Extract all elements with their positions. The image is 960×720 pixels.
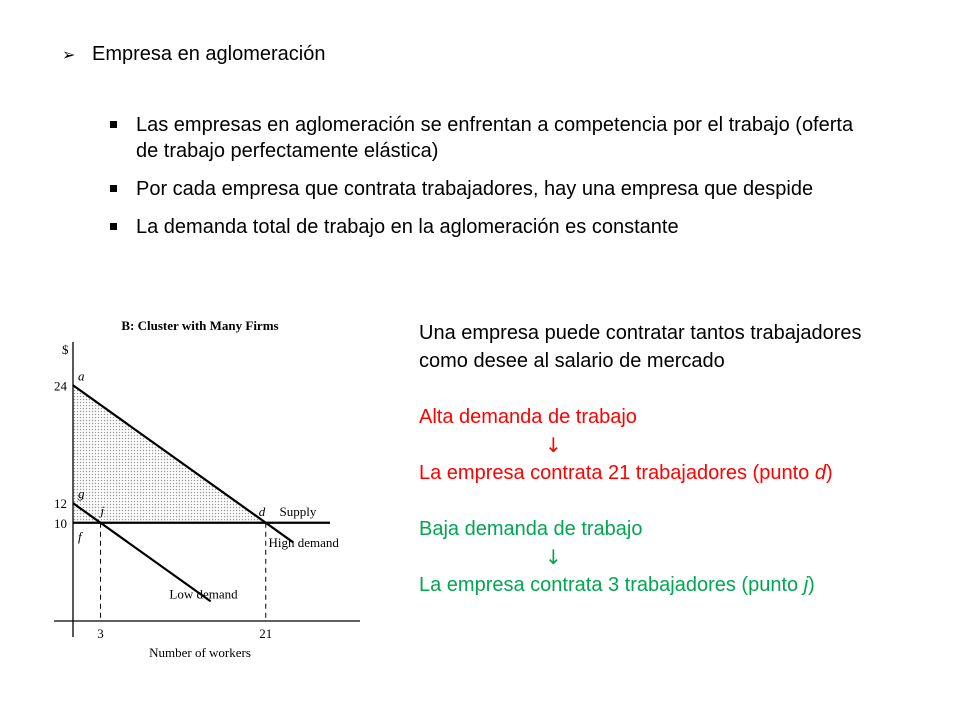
chart-title: B: Cluster with Many Firms xyxy=(121,318,279,333)
low-demand-title: Baja demanda de trabajo xyxy=(419,518,643,540)
square-bullet-icon xyxy=(110,121,117,128)
y-tick-label: 24 xyxy=(54,378,67,394)
down-arrow-icon: ↓ xyxy=(545,545,562,569)
point-j-label: j xyxy=(803,574,809,596)
bullet-text: La demanda total de trabajo en la aglomeración es constante xyxy=(136,216,679,238)
high-demand-title: Alta demanda de trabajo xyxy=(419,406,637,428)
heading-text: Empresa en aglomeración xyxy=(92,43,326,65)
explanation-panel xyxy=(419,319,959,599)
bullet-list xyxy=(108,112,868,252)
labor-market-chart xyxy=(40,308,370,668)
x-axis-label: Number of workers xyxy=(149,645,251,660)
low-demand-label: Low demand xyxy=(169,586,238,602)
high-demand-label: High demand xyxy=(268,534,339,550)
supply-label: Supply xyxy=(279,503,317,519)
point-d-label: d xyxy=(258,503,266,519)
high-demand-result: La empresa contrata 21 trabajadores (punto d) xyxy=(419,462,833,484)
intro-line-2: como desee al salario de mercado xyxy=(419,350,725,372)
point-j-label: j xyxy=(100,502,105,518)
point-a-label: a xyxy=(78,368,85,384)
bullet-item xyxy=(108,214,868,240)
x-tick-label: 3 xyxy=(97,626,104,641)
y-axis-label: $ xyxy=(62,342,69,357)
bullet-text: Por cada empresa que contrata trabajadores, hay una empresa que despide xyxy=(136,178,814,200)
bullet-item xyxy=(108,176,868,202)
square-bullet-icon xyxy=(110,185,117,192)
y-tick-label: 12 xyxy=(54,496,67,512)
point-g-label: g xyxy=(78,486,85,502)
point-d-label: d xyxy=(814,462,826,484)
slide-heading xyxy=(62,43,325,66)
bullet-item xyxy=(108,112,868,164)
arrow-bullet-icon: ➢ xyxy=(62,45,76,64)
intro-line-1: Una empresa puede contratar tantos trabajadores xyxy=(419,322,862,344)
down-arrow-icon: ↓ xyxy=(545,433,562,457)
low-demand-result: La empresa contrata 3 trabajadores (punto j) xyxy=(419,574,815,596)
bullet-text: Las empresas en aglomeración se enfrentan a competencia por el trabajo (oferta de trabajo perfectamente elástica) xyxy=(136,114,854,162)
square-bullet-icon xyxy=(110,223,117,230)
point-f-label: f xyxy=(78,528,82,544)
x-tick-label: 21 xyxy=(259,626,273,641)
y-tick-label: 10 xyxy=(54,515,67,531)
